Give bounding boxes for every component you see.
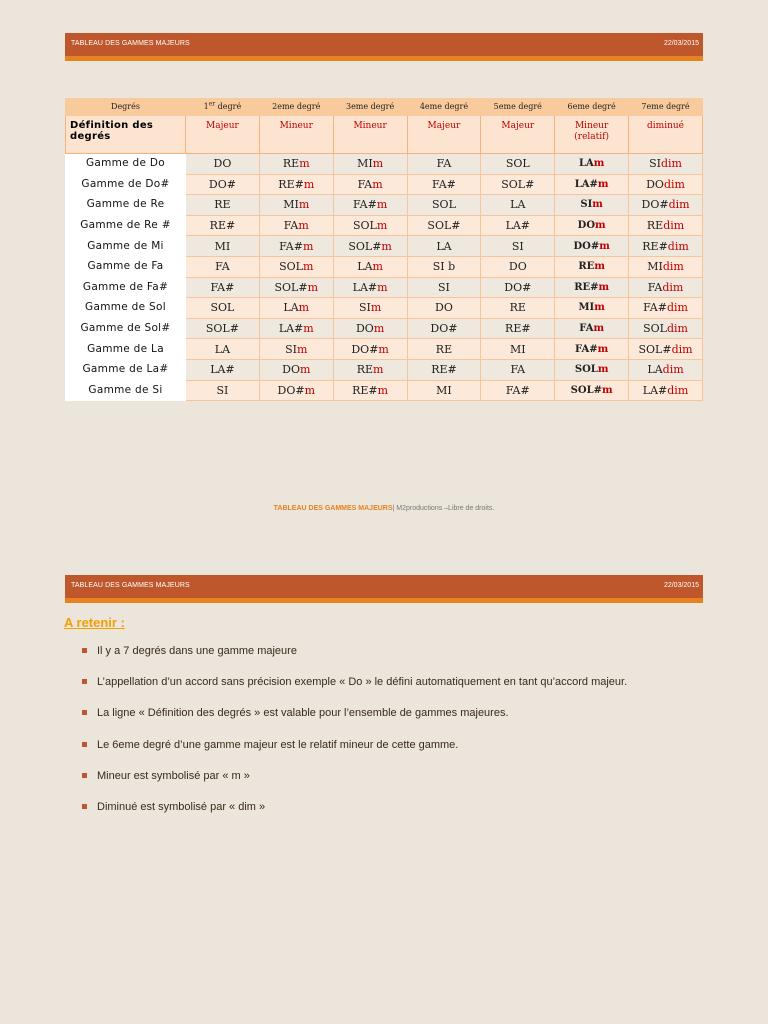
chord-root: DO — [213, 157, 232, 171]
chord-cell — [555, 380, 629, 401]
chord-root: SOL# — [427, 219, 461, 233]
chord-suffix: m — [303, 322, 314, 336]
chord-suffix: m — [376, 219, 388, 233]
chord-root: SOL — [432, 198, 456, 212]
chord-root: SOL — [352, 219, 377, 233]
chord-cell — [555, 277, 629, 298]
notes-list — [80, 644, 627, 831]
degree-header: 3eme degré — [333, 99, 407, 116]
chord-cell — [407, 339, 481, 360]
chord-root: MI — [283, 198, 299, 212]
chord-root: MI — [578, 302, 595, 314]
chord-cell — [555, 195, 629, 216]
chord-cell — [333, 380, 407, 401]
chord-cell — [186, 154, 260, 175]
chord-cell — [481, 318, 555, 339]
scale-name: Gamme de Mi — [66, 236, 186, 257]
chord-cell — [481, 277, 555, 298]
chord-suffix: dim — [666, 322, 688, 336]
definitions-row — [66, 116, 703, 154]
chord-root: FA — [647, 280, 663, 294]
note-item — [80, 800, 627, 831]
page-header-2 — [65, 575, 703, 603]
chord-root: DO — [282, 363, 300, 377]
scale-name: Gamme de La# — [66, 359, 186, 380]
scale-name: Gamme de Do — [66, 154, 186, 175]
chord-root: SOL# — [638, 342, 672, 356]
chord-root: RE# — [642, 239, 668, 253]
chord-suffix: m — [594, 302, 605, 314]
chord-root: MI — [357, 157, 373, 171]
chord-cell — [481, 359, 555, 380]
chord-root: RE — [356, 363, 374, 377]
chord-cell — [407, 318, 481, 339]
note-item — [80, 769, 627, 800]
chord-cell — [259, 236, 333, 257]
scale-row — [66, 174, 703, 195]
chord-suffix: m — [593, 158, 605, 170]
chord-suffix: m — [381, 239, 392, 253]
degrees-header-row — [66, 99, 703, 116]
chord-suffix: m — [303, 177, 315, 191]
chord-root: FA# — [279, 239, 303, 253]
chord-cell — [333, 256, 407, 277]
chord-root: DO — [577, 220, 596, 232]
chord-suffix: dim — [663, 177, 685, 191]
chord-root: FA# — [575, 343, 598, 355]
scale-row — [66, 215, 703, 236]
chord-cell — [629, 154, 703, 175]
chord-cell — [629, 380, 703, 401]
chord-root: DO — [435, 301, 453, 315]
chord-cell — [629, 174, 703, 195]
chord-suffix: m — [598, 281, 610, 293]
chord-suffix: dim — [660, 157, 682, 171]
chord-cell — [629, 318, 703, 339]
chord-suffix: m — [304, 383, 316, 397]
note-item — [80, 644, 627, 675]
definition-cell: Mineur — [259, 116, 333, 154]
chord-cell — [259, 380, 333, 401]
definition-cell: Mineur — [333, 116, 407, 154]
chord-root: SOL# — [501, 177, 535, 191]
note-text: Il y a 7 degrés dans une gamme majeure — [97, 645, 297, 657]
scale-row — [66, 236, 703, 257]
chord-suffix: dim — [668, 198, 690, 212]
definition-cell-relative: Mineur (relatif) — [555, 116, 629, 154]
chord-root: SI — [285, 342, 297, 356]
chord-cell — [629, 215, 703, 236]
degree-header: 4eme degré — [407, 99, 481, 116]
scale-name: Gamme de Do# — [66, 174, 186, 195]
definition-cell: Majeur — [186, 116, 260, 154]
chord-cell — [259, 215, 333, 236]
chord-cell — [259, 174, 333, 195]
degree-header: 2eme degré — [259, 99, 333, 116]
chord-root: DO# — [277, 383, 305, 397]
chord-cell — [407, 236, 481, 257]
chord-cell — [333, 174, 407, 195]
chord-cell — [481, 174, 555, 195]
chord-cell — [259, 339, 333, 360]
chord-suffix: m — [298, 301, 310, 315]
chord-root: RE — [282, 157, 300, 171]
chord-root: FA — [579, 323, 594, 335]
chord-root: LA# — [278, 322, 304, 336]
chord-root: RE# — [505, 322, 531, 336]
chord-root: DO# — [504, 280, 532, 294]
chord-suffix: m — [594, 261, 605, 273]
definitions-label: Définition des degrés — [66, 116, 186, 154]
header-title: TABLEAU DES GAMMES MAJEURS — [71, 582, 190, 589]
chord-cell — [186, 174, 260, 195]
chord-cell — [186, 215, 260, 236]
chord-root: LA — [283, 301, 299, 315]
chord-root: MI — [436, 383, 452, 397]
chord-suffix: m — [597, 364, 609, 376]
chord-root: DO# — [430, 322, 458, 336]
chord-root: LA — [578, 158, 594, 170]
chord-suffix: m — [302, 260, 314, 274]
chord-root: SI — [511, 239, 524, 253]
chord-cell — [407, 277, 481, 298]
chord-cell — [186, 339, 260, 360]
chord-cell — [407, 154, 481, 175]
chord-root: RE# — [574, 281, 599, 293]
chord-cell — [481, 256, 555, 277]
chord-suffix: m — [376, 198, 388, 212]
chord-suffix: m — [298, 198, 310, 212]
chord-cell — [186, 277, 260, 298]
chord-suffix: m — [298, 219, 309, 233]
chord-root: RE — [435, 342, 453, 356]
scale-row — [66, 154, 703, 175]
section-title: A retenir : — [64, 615, 125, 630]
chord-root: SOL# — [570, 384, 603, 396]
chord-root: SOL — [643, 322, 667, 336]
chord-cell — [407, 215, 481, 236]
degree-header: 5eme degré — [481, 99, 555, 116]
chord-suffix: m — [592, 199, 603, 211]
scale-name: Gamme de Fa — [66, 256, 186, 277]
chord-cell — [481, 154, 555, 175]
chord-cell — [481, 380, 555, 401]
chord-cell — [555, 318, 629, 339]
chord-cell — [407, 359, 481, 380]
chord-root: LA — [510, 198, 526, 212]
header-date: 22/03/2015 — [663, 40, 699, 47]
scale-row — [66, 256, 703, 277]
chord-cell — [555, 359, 629, 380]
scale-name: Gamme de Fa# — [66, 277, 186, 298]
chord-root: FA — [357, 177, 373, 191]
chord-cell — [333, 277, 407, 298]
square-bullet-icon — [82, 804, 87, 809]
note-text: Le 6eme degré d’une gamme majeur est le relatif mineur de cette gamme. — [97, 738, 459, 751]
chord-cell — [555, 339, 629, 360]
chord-cell — [259, 298, 333, 319]
scale-name: Gamme de Re — [66, 195, 186, 216]
chord-suffix: m — [377, 280, 388, 294]
chord-cell — [333, 298, 407, 319]
chord-cell — [629, 339, 703, 360]
chord-cell — [481, 339, 555, 360]
chord-cell — [259, 318, 333, 339]
chord-suffix: dim — [671, 342, 693, 356]
chord-root: RE# — [352, 383, 378, 397]
chord-suffix: m — [307, 280, 319, 294]
square-bullet-icon — [82, 679, 87, 684]
chord-suffix: m — [373, 322, 385, 336]
chord-root: MI — [214, 239, 231, 253]
header-date: 22/03/2015 — [663, 582, 699, 589]
definition-cell: Majeur — [407, 116, 481, 154]
chord-root: SOL — [210, 301, 235, 315]
chord-suffix: m — [377, 383, 389, 397]
chord-cell — [629, 236, 703, 257]
chord-cell — [259, 277, 333, 298]
chord-root: RE# — [209, 219, 236, 233]
definition-cell: Majeur — [481, 116, 555, 154]
chord-cell — [555, 174, 629, 195]
note-item — [80, 738, 627, 769]
chord-root: RE — [578, 261, 595, 273]
chord-cell — [555, 256, 629, 277]
scale-row — [66, 318, 703, 339]
chord-root: RE — [509, 301, 526, 315]
chord-root: FA# — [432, 177, 456, 191]
chord-cell — [186, 236, 260, 257]
chord-root: SOL# — [274, 280, 308, 294]
chord-suffix: m — [378, 342, 389, 356]
chord-root: SOL — [505, 157, 530, 171]
note-item — [80, 706, 627, 737]
chord-suffix: m — [296, 342, 308, 356]
note-text: L’appellation d’un accord sans précision exemple « Do » le défini automatiquement en tant qu’accord majeur. — [97, 676, 628, 689]
chord-root: RE — [646, 219, 664, 233]
chord-root: FA# — [643, 301, 667, 315]
definition-cell: diminué — [629, 116, 703, 154]
chord-root: RE — [214, 198, 231, 212]
chord-root: LA# — [505, 219, 531, 233]
chord-root: SI — [438, 280, 450, 294]
degree-header: 1er degré — [186, 99, 260, 116]
chord-root: RE# — [278, 177, 304, 191]
chord-cell — [629, 277, 703, 298]
chord-root: MI — [509, 342, 526, 356]
chord-cell — [259, 359, 333, 380]
scale-name: Gamme de Si — [66, 380, 186, 401]
chord-root: SI — [580, 199, 593, 211]
major-scales-table — [65, 98, 703, 401]
page-footer — [0, 505, 768, 512]
note-text: Mineur est symbolisé par « m » — [97, 769, 250, 782]
chord-cell — [629, 256, 703, 277]
chord-root: FA — [283, 219, 299, 233]
chord-cell — [186, 318, 260, 339]
chord-cell — [481, 298, 555, 319]
chord-suffix: m — [302, 239, 314, 253]
chord-suffix: m — [593, 323, 605, 335]
square-bullet-icon — [82, 710, 87, 715]
chord-root: LA — [647, 363, 663, 377]
chord-root: FA — [215, 260, 230, 274]
chord-cell — [481, 215, 555, 236]
note-text: Diminué est symbolisé par « dim » — [97, 800, 266, 813]
square-bullet-icon — [82, 773, 87, 778]
chord-root: SI — [649, 157, 661, 171]
degree-header: 6eme degré — [555, 99, 629, 116]
footer-text: | M2productions –Libre de droits. — [392, 505, 495, 512]
chord-cell — [481, 195, 555, 216]
chord-root: FA — [510, 363, 526, 377]
scale-name: Gamme de Sol# — [66, 318, 186, 339]
chord-suffix: dim — [667, 239, 689, 253]
chord-suffix: m — [372, 177, 383, 191]
chord-cell — [259, 195, 333, 216]
chord-root: LA# — [210, 363, 235, 377]
chord-cell — [186, 380, 260, 401]
chord-root: LA# — [352, 280, 378, 294]
chord-cell — [555, 236, 629, 257]
chord-cell — [186, 298, 260, 319]
chord-root: SOL# — [205, 322, 239, 336]
chord-cell — [481, 236, 555, 257]
chord-cell — [629, 359, 703, 380]
chord-suffix: m — [595, 220, 606, 232]
page-header-1 — [65, 33, 703, 61]
chord-root: RE# — [431, 363, 457, 377]
chord-suffix: m — [299, 157, 310, 171]
chord-suffix: dim — [662, 280, 684, 294]
chord-root: DO — [646, 177, 664, 191]
chord-root: LA — [436, 239, 452, 253]
chord-cell — [333, 236, 407, 257]
chord-suffix: dim — [666, 301, 688, 315]
chord-cell — [555, 154, 629, 175]
chord-root: FA# — [352, 198, 377, 212]
chord-root: DO# — [351, 342, 379, 356]
header-title: TABLEAU DES GAMMES MAJEURS — [71, 40, 190, 47]
square-bullet-icon — [82, 648, 87, 653]
chord-cell — [555, 215, 629, 236]
chord-cell — [629, 298, 703, 319]
footer-title: TABLEAU DES GAMMES MAJEURS — [273, 505, 393, 512]
chord-suffix: m — [597, 343, 609, 355]
chord-cell — [333, 339, 407, 360]
chord-root: LA — [357, 260, 373, 274]
scale-row — [66, 339, 703, 360]
chord-root: DO# — [208, 177, 236, 191]
chord-root: DO — [355, 322, 374, 336]
scale-row — [66, 277, 703, 298]
scale-row — [66, 380, 703, 401]
chord-cell — [407, 195, 481, 216]
chord-cell — [186, 195, 260, 216]
chord-root: SOL — [574, 364, 598, 376]
square-bullet-icon — [82, 742, 87, 747]
chord-suffix: m — [372, 157, 384, 171]
chord-root: SOL# — [348, 239, 382, 253]
scale-row — [66, 195, 703, 216]
chord-root: LA# — [574, 178, 598, 190]
chord-root: FA — [436, 157, 452, 171]
chord-cell — [333, 195, 407, 216]
chord-suffix: dim — [667, 383, 689, 397]
chord-cell — [407, 380, 481, 401]
chord-root: SI b — [432, 260, 456, 274]
degrees-label: Degrés — [66, 99, 186, 116]
chord-cell — [186, 359, 260, 380]
chord-cell — [259, 256, 333, 277]
chord-cell — [259, 154, 333, 175]
chord-cell — [407, 174, 481, 195]
degree-header: 7eme degré — [629, 99, 703, 116]
chord-root: FA# — [505, 383, 530, 397]
chord-root: SOL — [279, 260, 303, 274]
chord-root: MI — [647, 260, 663, 274]
chord-cell — [333, 359, 407, 380]
chord-cell — [555, 298, 629, 319]
chord-root: DO# — [573, 240, 600, 252]
chord-suffix: m — [599, 240, 610, 252]
chord-cell — [333, 318, 407, 339]
chord-suffix: m — [372, 260, 383, 274]
chord-root: LA — [214, 342, 231, 356]
note-item — [80, 675, 627, 706]
chord-root: LA# — [642, 383, 668, 397]
chord-suffix: dim — [663, 219, 685, 233]
chord-cell — [629, 195, 703, 216]
chord-suffix: dim — [662, 363, 684, 377]
chord-suffix: m — [602, 384, 613, 396]
scale-row — [66, 298, 703, 319]
chord-suffix: m — [370, 301, 382, 315]
chord-suffix: dim — [662, 260, 684, 274]
chord-root: SI — [216, 383, 229, 397]
scale-row — [66, 359, 703, 380]
chord-suffix: m — [373, 363, 384, 377]
scale-name: Gamme de Re # — [66, 215, 186, 236]
chord-root: FA# — [210, 280, 235, 294]
note-text: La ligne « Définition des degrés » est valable pour l’ensemble de gammes majeures. — [97, 707, 509, 720]
chord-suffix: m — [299, 363, 311, 377]
scale-name: Gamme de Sol — [66, 298, 186, 319]
scale-name: Gamme de La — [66, 339, 186, 360]
chord-suffix: m — [597, 178, 609, 190]
chord-cell — [333, 215, 407, 236]
chord-cell — [407, 256, 481, 277]
chord-cell — [186, 256, 260, 277]
chord-cell — [333, 154, 407, 175]
chord-root: SI — [358, 301, 371, 315]
chord-root: DO — [508, 260, 527, 274]
chord-root: DO# — [641, 198, 669, 212]
chord-cell — [407, 298, 481, 319]
